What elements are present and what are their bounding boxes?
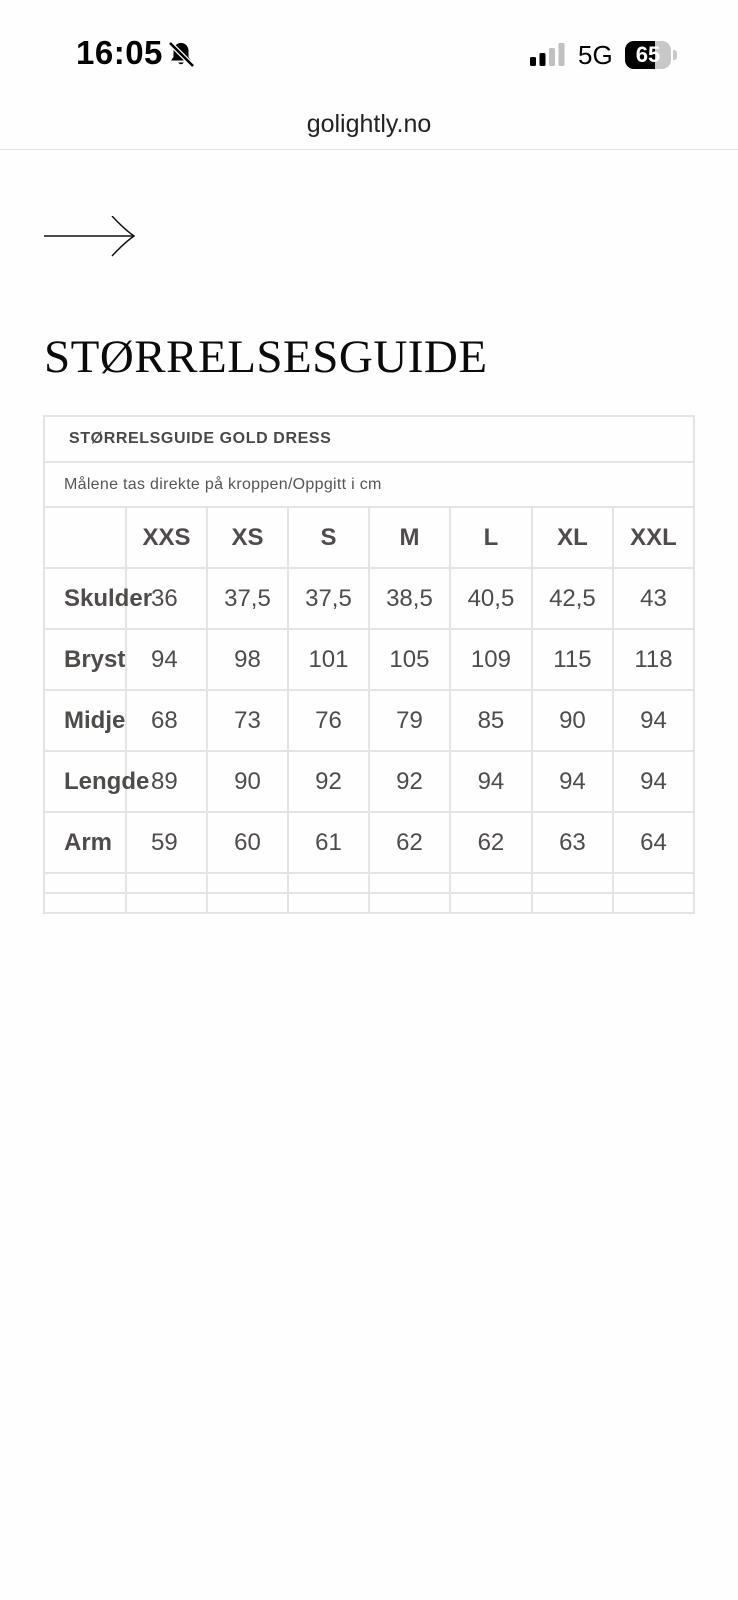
empty-row — [44, 873, 694, 893]
empty-cell — [207, 893, 288, 913]
empty-cell — [288, 873, 369, 893]
table-cell: 101 — [288, 629, 369, 690]
size-header: M — [369, 507, 450, 568]
table-cell: 98 — [207, 629, 288, 690]
table-cell: 94 — [532, 751, 613, 812]
table-caption-row — [44, 416, 694, 462]
table-cell: 68 — [126, 690, 207, 751]
cellular-signal-icon — [530, 42, 566, 68]
table-cell: 90 — [532, 690, 613, 751]
network-type: 5G — [578, 40, 613, 70]
size-header: L — [450, 507, 532, 568]
table-cell: 40,5 — [450, 568, 532, 629]
battery-icon — [625, 41, 677, 69]
empty-cell — [288, 893, 369, 913]
table-row — [44, 690, 694, 751]
page-title: STØRRELSESGUIDE — [44, 331, 488, 383]
table-row — [44, 812, 694, 873]
size-header-row — [44, 507, 694, 568]
row-label: Midje — [44, 690, 126, 751]
table-cell: 90 — [207, 751, 288, 812]
table-cell: 59 — [126, 812, 207, 873]
table-caption: STØRRELSGUIDE GOLD DRESS — [44, 416, 694, 462]
table-cell: 89 — [126, 751, 207, 812]
battery-level: 65 — [635, 42, 661, 67]
size-header: XL — [532, 507, 613, 568]
empty-cell — [207, 873, 288, 893]
table-cell: 92 — [369, 751, 450, 812]
table-cell: 43 — [613, 568, 694, 629]
empty-cell — [613, 893, 694, 913]
table-cell: 94 — [126, 629, 207, 690]
table-cell: 79 — [369, 690, 450, 751]
battery-cap — [673, 50, 677, 60]
table-cell: 42,5 — [532, 568, 613, 629]
table-cell: 37,5 — [288, 568, 369, 629]
clock: 16:05 — [76, 34, 163, 71]
table-cell: 115 — [532, 629, 613, 690]
table-cell: 94 — [450, 751, 532, 812]
empty-cell — [44, 873, 126, 893]
table-cell: 37,5 — [207, 568, 288, 629]
table-cell: 38,5 — [369, 568, 450, 629]
table-cell: 94 — [613, 690, 694, 751]
bell-slash-icon — [166, 39, 196, 69]
size-header: XXS — [126, 507, 207, 568]
table-note: Målene tas direkte på kroppen/Oppgitt i cm — [44, 462, 694, 507]
url-text[interactable]: golightly.no — [306, 110, 432, 138]
table-cell: 105 — [369, 629, 450, 690]
size-guide-table — [43, 415, 695, 914]
empty-cell — [369, 873, 450, 893]
empty-cell — [450, 873, 532, 893]
table-cell: 85 — [450, 690, 532, 751]
status-bar — [0, 0, 738, 110]
table-cell: 64 — [613, 812, 694, 873]
address-bar[interactable] — [0, 100, 738, 150]
empty-cell — [369, 893, 450, 913]
empty-cell — [126, 893, 207, 913]
table-cell: 94 — [613, 751, 694, 812]
table-cell: 63 — [532, 812, 613, 873]
table-cell: 118 — [613, 629, 694, 690]
table-cell: 60 — [207, 812, 288, 873]
empty-cell — [44, 893, 126, 913]
row-label: Bryst — [44, 629, 126, 690]
empty-cell — [613, 873, 694, 893]
table-cell: 73 — [207, 690, 288, 751]
empty-row — [44, 893, 694, 913]
table-row — [44, 629, 694, 690]
row-label: Lengde — [44, 751, 126, 812]
size-header: S — [288, 507, 369, 568]
table-cell: 109 — [450, 629, 532, 690]
table-row — [44, 568, 694, 629]
table-cell: 62 — [369, 812, 450, 873]
size-header: XS — [207, 507, 288, 568]
corner-cell — [44, 507, 126, 568]
table-cell: 76 — [288, 690, 369, 751]
table-note-row — [44, 462, 694, 507]
arrow-right-icon[interactable] — [44, 216, 138, 260]
empty-cell — [532, 873, 613, 893]
table-cell: 62 — [450, 812, 532, 873]
table-cell: 36 — [126, 568, 207, 629]
table-cell: 92 — [288, 751, 369, 812]
empty-cell — [450, 893, 532, 913]
row-label: Skulder — [44, 568, 126, 629]
table-cell: 61 — [288, 812, 369, 873]
size-header: XXL — [613, 507, 694, 568]
empty-cell — [532, 893, 613, 913]
row-label: Arm — [44, 812, 126, 873]
empty-cell — [126, 873, 207, 893]
table-row — [44, 751, 694, 812]
